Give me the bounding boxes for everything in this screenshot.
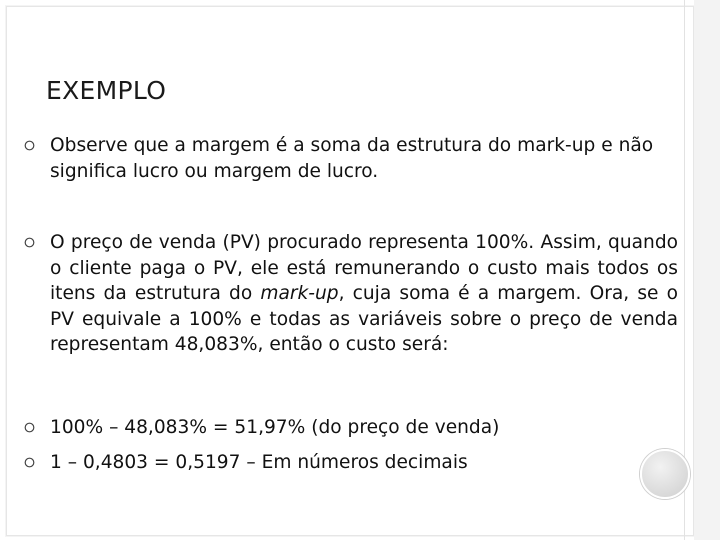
bullet-circle-icon (24, 237, 35, 248)
bullet-text-4: 1 – 0,4803 = 0,5197 – Em números decimais (50, 452, 468, 473)
slide-title: EXEMPLO (46, 76, 167, 105)
bullet-text-1: Observe que a margem é a soma da estrutura do mark-up e não significa lucro ou margem de lucro. (50, 135, 654, 182)
bullet-circle-icon (24, 422, 35, 433)
right-rail (694, 0, 720, 540)
decorative-circle (640, 449, 690, 499)
bullet-text-2-part-2: , cuja soma é a margem. Ora, se o PV equivale a 100% e todas as variáveis sobre o preço de venda representam 48,083%, então o custo será: (50, 283, 678, 355)
bullet-circle-icon (24, 140, 35, 151)
bullet-text-2 (50, 230, 678, 358)
bullet-text-3: 100% – 48,083% = 51,97% (do preço de venda) (50, 417, 500, 438)
bullet-circle-icon (24, 457, 35, 468)
bullet-text-2-part-1: O preço de venda (PV) procurado representa 100%. Assim, quando o cliente paga o PV, ele está remunerando o custo mais todos os itens da estrutura do (50, 232, 678, 304)
bullet-text-2-emphasis: mark-up (260, 283, 339, 304)
